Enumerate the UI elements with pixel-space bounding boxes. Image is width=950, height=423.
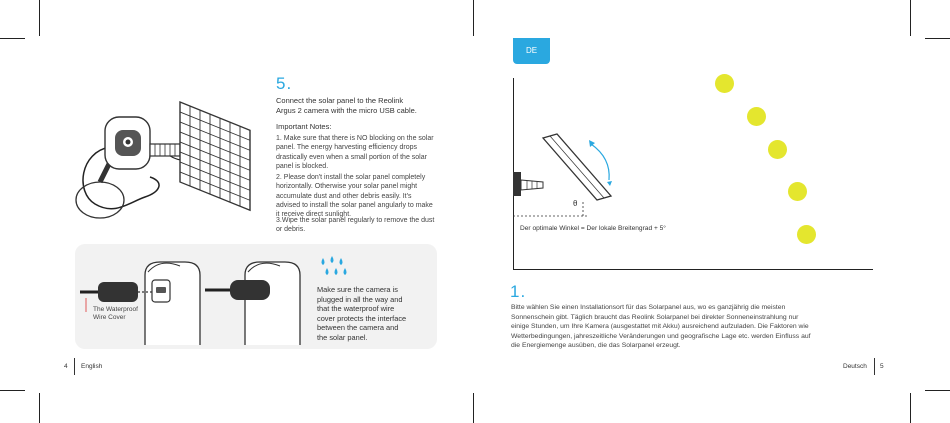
cover-label <box>93 306 138 322</box>
crop-mark <box>39 0 40 36</box>
angle-diagram <box>513 130 623 220</box>
note-3 <box>276 216 446 235</box>
language-tab: DE <box>513 38 550 64</box>
note-line: accumulate dust and other debris easily. It's <box>276 192 412 200</box>
waterproof-cover-illustration <box>80 250 305 345</box>
crop-mark <box>0 390 25 391</box>
diagram-axis-horizontal <box>513 269 873 270</box>
note-line: panel is blocked. <box>276 162 329 170</box>
sun-icon <box>788 182 807 201</box>
cover-label-line: The Waterproof <box>93 306 138 313</box>
crop-mark <box>910 0 911 36</box>
camera-solar-panel-illustration <box>70 92 270 222</box>
note-line: 3.Wipe the solar panel regularly to remove the dust <box>276 217 435 224</box>
crop-mark <box>910 393 911 423</box>
notes-heading: Important Notes: <box>276 122 332 131</box>
crop-mark <box>473 0 474 36</box>
cover-line: cover protects the interface <box>317 313 407 323</box>
footer-language: English <box>81 363 103 370</box>
rain-icon <box>318 256 352 280</box>
body-line: die Energiemenge ausüben, die das Solarpanel erzeugt. <box>511 342 681 350</box>
note-line: 1. Make sure that there is NO blocking on the solar <box>276 135 434 142</box>
sun-icon <box>715 74 734 93</box>
note-line: drastically even when a small portion of the solar <box>276 153 427 161</box>
intro-line: Connect the solar panel to the Reolink <box>276 96 404 105</box>
sun-icon <box>797 225 816 244</box>
cover-text <box>317 285 432 343</box>
crop-mark <box>0 38 25 39</box>
note-line: panel. The energy harvesting efficiency drops <box>276 144 417 152</box>
note-line: 2. Please don't install the solar panel completely <box>276 174 426 181</box>
footer-divider <box>874 358 875 375</box>
step-number: 5. <box>276 74 293 93</box>
cover-line: between the camera and <box>317 323 399 333</box>
note-2 <box>276 173 446 219</box>
crop-mark <box>39 393 40 423</box>
sun-icon <box>747 107 766 126</box>
page-number: 4 <box>64 363 68 370</box>
cover-line: that the waterproof wire <box>317 304 395 314</box>
cover-line: plugged in all the way and <box>317 294 403 304</box>
intro-text <box>276 96 466 116</box>
cover-line: the solar panel. <box>317 332 368 342</box>
cover-label-line: Wire Cover <box>93 314 126 321</box>
cover-line: Make sure the camera is <box>317 285 398 294</box>
footer-divider <box>74 358 75 375</box>
body-line: Bitte wählen Sie einen Installationsort für das Solarpanel aus, wo es ganzjährig die meisten <box>511 304 786 311</box>
theta-symbol: θ <box>573 199 578 208</box>
angle-caption: Der optimale Winkel = Der lokale Breitengrad + 5° <box>520 225 666 232</box>
note-line: it receive direct sunlight. <box>276 211 352 219</box>
sun-icon <box>768 140 787 159</box>
footer-language: Deutsch <box>843 363 867 370</box>
body-text <box>511 303 891 351</box>
crop-mark <box>473 393 474 423</box>
crop-mark <box>925 38 950 39</box>
body-line: einige Stunden, um Ihre Kamera (ausgestattet mit Akku) ausreichend aufzuladen. Die Faktoren wie <box>511 323 809 331</box>
crop-mark <box>925 390 950 391</box>
note-1 <box>276 134 446 171</box>
note-line: horizontally. Otherwise your solar panel might <box>276 183 418 191</box>
intro-line: Argus 2 camera with the micro USB cable. <box>276 106 417 115</box>
step-number: 1. <box>510 282 527 301</box>
note-line: or debris. <box>276 226 306 234</box>
body-line: Sonnenschein gibt. Täglich braucht das Reolink Solarpanel bei direkter Sonneneinstrahlung nur <box>511 313 799 321</box>
note-line: advised to install the solar panel angularly to make <box>276 201 433 209</box>
body-line: Wetterbedingungen, jahreszeitliche Veränderungen und geografische Lage etc. werden Einfluss auf <box>511 332 811 340</box>
page-number: 5 <box>880 363 884 370</box>
